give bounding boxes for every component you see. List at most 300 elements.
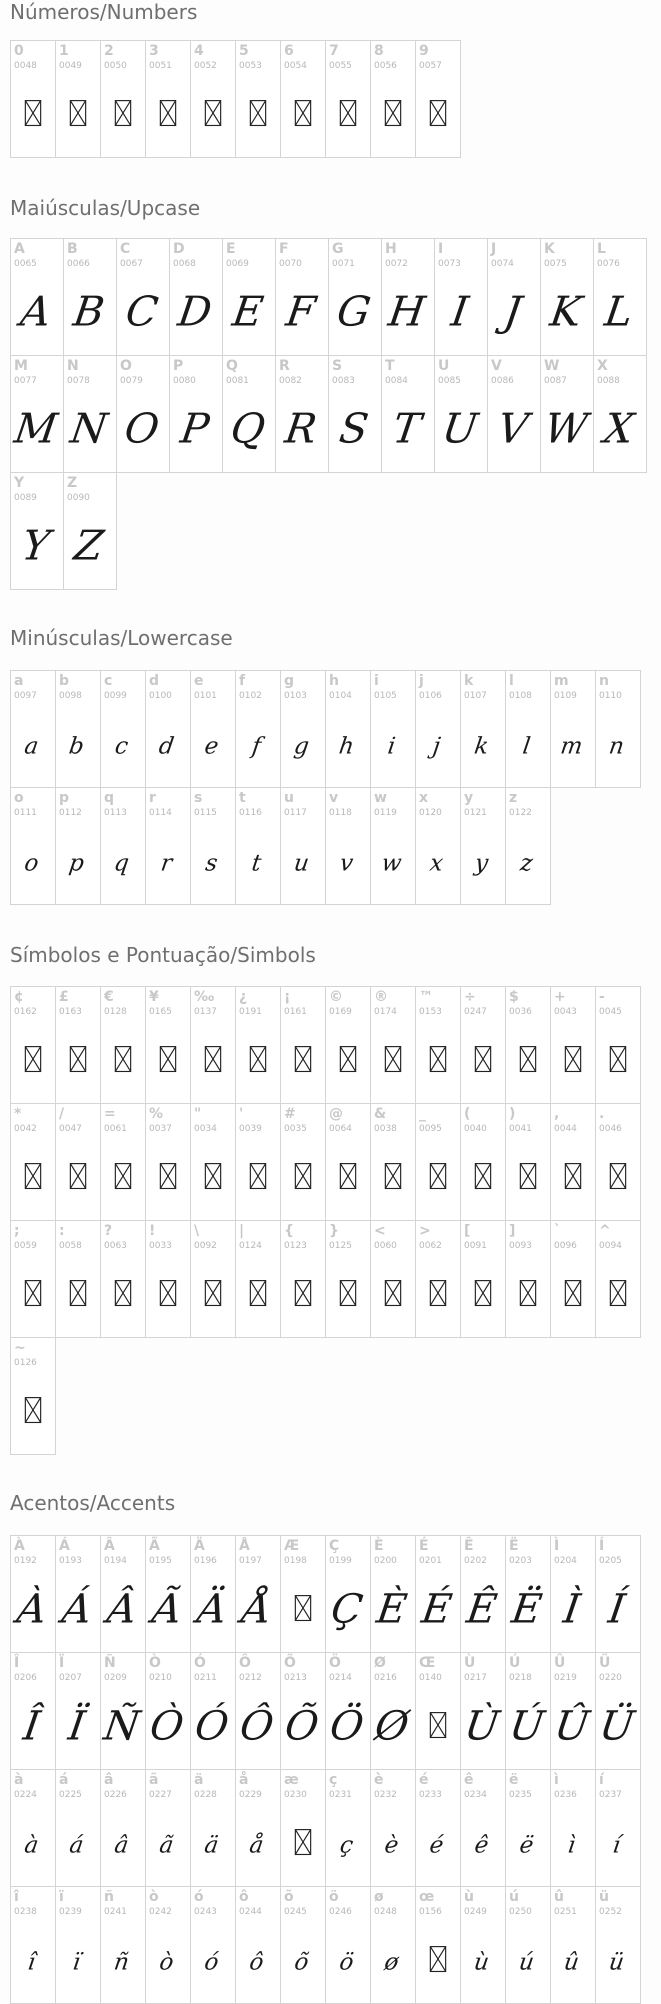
glyph-cell-0193	[55, 1535, 101, 1653]
glyph-code-label: 0105	[374, 691, 397, 701]
svg-text:ô: ô	[247, 1949, 266, 1976]
script-glyph-0118	[326, 818, 370, 904]
glyph-char-label: 7	[329, 43, 339, 59]
glyph-char-label: ¥	[149, 989, 159, 1005]
glyph-char-label: g	[284, 673, 295, 689]
glyph-code-label: 0116	[239, 808, 262, 818]
glyph-code-label: 0097	[14, 691, 37, 701]
glyph-code-label: 0095	[419, 1124, 442, 1134]
glyph-cell-0232	[370, 1769, 416, 1887]
glyph-code-label: 0227	[149, 1790, 172, 1800]
svg-text:L: L	[601, 287, 636, 336]
script-glyph-0106	[416, 701, 460, 787]
glyph-char-label: 5	[239, 43, 249, 59]
glyph-cell-0051	[145, 40, 191, 158]
glyph-cell-0070	[275, 238, 329, 356]
script-glyph-0101	[191, 701, 235, 787]
glyph-code-label: 0048	[14, 61, 37, 71]
glyph-code-label: 0102	[239, 691, 262, 701]
glyph-char-label: z	[509, 790, 518, 806]
svg-text:l: l	[521, 733, 532, 760]
missing-glyph-icon	[596, 1017, 640, 1103]
glyph-code-label: 0201	[419, 1556, 442, 1566]
script-glyph-0232	[371, 1800, 415, 1886]
glyph-char-label: R	[279, 358, 290, 374]
glyph-cell-0053	[235, 40, 281, 158]
glyph-code-label: 0124	[239, 1241, 262, 1251]
glyph-cell-0063	[100, 1220, 146, 1338]
svg-text:Ó: Ó	[192, 1702, 232, 1750]
glyph-code-label: 0082	[279, 376, 302, 386]
glyph-char-label: Ó	[194, 1655, 206, 1671]
glyph-code-label: 0058	[59, 1241, 82, 1251]
missing-glyph-icon	[146, 1134, 190, 1220]
missing-glyph-icon	[11, 1251, 55, 1337]
svg-text:T: T	[389, 404, 424, 453]
glyph-cell-0105	[370, 670, 416, 788]
glyph-cell-0054	[280, 40, 326, 158]
glyph-code-label: 0209	[104, 1673, 127, 1683]
glyph-char-label: 6	[284, 43, 294, 59]
svg-text:Á: Á	[59, 1585, 95, 1633]
svg-text:è: è	[382, 1832, 401, 1859]
glyph-cell-0227	[145, 1769, 191, 1887]
glyph-code-label: 0085	[438, 376, 461, 386]
missing-glyph-icon	[281, 1017, 325, 1103]
missing-glyph-icon	[281, 71, 325, 157]
glyph-cell-0117	[280, 787, 326, 905]
glyph-cell-0234	[460, 1769, 506, 1887]
glyph-char-label: Ñ	[104, 1655, 116, 1671]
missing-glyph-icon	[551, 1134, 595, 1220]
missing-glyph-icon	[596, 1134, 640, 1220]
glyph-cell-0213	[280, 1652, 326, 1770]
glyph-code-label: 0086	[491, 376, 514, 386]
glyph-char-label: (	[464, 1106, 471, 1122]
glyph-cell-0209	[100, 1652, 146, 1770]
glyph-code-label: 0162	[14, 1007, 37, 1017]
glyph-char-label: b	[59, 673, 70, 689]
script-glyph-0114	[146, 818, 190, 904]
glyph-cell-0088	[593, 355, 647, 473]
svg-text:Å: Å	[239, 1585, 275, 1633]
glyph-code-label: 0053	[239, 61, 262, 71]
script-glyph-0103	[281, 701, 325, 787]
svg-text:ê: ê	[472, 1832, 491, 1859]
glyph-char-label: @	[329, 1106, 343, 1122]
missing-glyph-icon	[236, 1134, 280, 1220]
glyph-code-label: 0068	[173, 259, 196, 269]
glyph-cell-0203	[505, 1535, 551, 1653]
missing-glyph-icon	[191, 71, 235, 157]
script-glyph-0109	[551, 701, 595, 787]
glyph-char-label: k	[464, 673, 474, 689]
glyph-code-label: 0075	[544, 259, 567, 269]
glyph-char-label: ô	[239, 1889, 249, 1905]
glyph-char-label: F	[279, 241, 289, 257]
glyph-code-label: 0219	[554, 1673, 577, 1683]
missing-glyph-icon	[416, 1917, 460, 2003]
glyph-cell-0064	[325, 1103, 371, 1221]
script-glyph-0204	[551, 1566, 595, 1652]
glyph-cell-0046	[595, 1103, 641, 1221]
script-glyph-0067	[117, 269, 169, 355]
glyph-char-label: Ì	[554, 1538, 560, 1554]
glyph-code-label: 0033	[149, 1241, 172, 1251]
missing-glyph-icon	[281, 1251, 325, 1337]
script-glyph-0110	[596, 701, 640, 787]
svg-text:à: à	[22, 1832, 41, 1859]
glyph-cell-0076	[593, 238, 647, 356]
svg-text:b: b	[67, 733, 86, 760]
glyph-code-label: 0206	[14, 1673, 37, 1683]
script-glyph-0083	[329, 386, 381, 472]
glyph-char-label: 4	[194, 43, 204, 59]
glyph-cell-0092	[190, 1220, 236, 1338]
missing-glyph-icon	[146, 71, 190, 157]
glyph-code-label: 0096	[554, 1241, 577, 1251]
glyph-char-label: G	[332, 241, 344, 257]
glyph-cell-0219	[550, 1652, 596, 1770]
glyph-code-label: 0247	[464, 1007, 487, 1017]
glyph-char-label: ¿	[239, 989, 248, 1005]
svg-text:Ï: Ï	[65, 1702, 89, 1750]
svg-text:V: V	[494, 404, 532, 453]
glyph-cell-0165	[145, 986, 191, 1104]
script-glyph-0087	[541, 386, 593, 472]
glyph-char-label: a	[14, 673, 24, 689]
glyph-code-label: 0119	[374, 808, 397, 818]
script-glyph-0245	[281, 1917, 325, 2003]
glyph-char-label: y	[464, 790, 474, 806]
glyph-code-label: 0236	[554, 1790, 577, 1800]
glyph-code-label: 0191	[239, 1007, 262, 1017]
section-title-maiusculas-upcase: Maiúsculas/Upcase	[10, 196, 201, 220]
script-glyph-0193	[56, 1566, 100, 1652]
glyph-char-label: È	[374, 1538, 384, 1554]
svg-text:C: C	[122, 287, 161, 336]
script-glyph-0065	[11, 269, 63, 355]
glyph-cell-0124	[235, 1220, 281, 1338]
glyph-char-label: m	[554, 673, 569, 689]
svg-text:t: t	[250, 850, 263, 877]
glyph-cell-0120	[415, 787, 461, 905]
glyph-code-label: 0061	[104, 1124, 127, 1134]
glyph-code-label: 0169	[329, 1007, 352, 1017]
glyph-char-label: ì	[554, 1772, 559, 1788]
glyph-cell-0217	[460, 1652, 506, 1770]
glyph-cell-0071	[328, 238, 382, 356]
glyph-cell-0085	[434, 355, 488, 473]
script-glyph-0216	[371, 1683, 415, 1769]
script-glyph-0196	[191, 1566, 235, 1652]
glyph-code-label: 0112	[59, 808, 82, 818]
glyph-char-label: [	[464, 1223, 471, 1239]
script-glyph-0242	[146, 1917, 190, 2003]
glyph-code-label: 0047	[59, 1124, 82, 1134]
svg-text:Í: Í	[605, 1585, 629, 1633]
glyph-char-label: N	[67, 358, 79, 374]
svg-text:D: D	[175, 287, 215, 336]
glyph-code-label: 0200	[374, 1556, 397, 1566]
glyph-code-label: 0224	[14, 1790, 37, 1800]
svg-text:Ò: Ò	[147, 1702, 187, 1750]
glyph-char-label: r	[149, 790, 156, 806]
svg-text:ã: ã	[157, 1832, 176, 1859]
script-glyph-0117	[281, 818, 325, 904]
script-glyph-0205	[596, 1566, 640, 1652]
svg-text:N: N	[67, 404, 111, 453]
glyph-cell-0058	[55, 1220, 101, 1338]
glyph-code-label: 0110	[599, 691, 622, 701]
glyph-cell-0241	[100, 1886, 146, 2004]
glyph-char-label: _	[419, 1106, 426, 1122]
script-glyph-0201	[416, 1566, 460, 1652]
missing-glyph-icon	[326, 1017, 370, 1103]
missing-glyph-icon	[11, 1017, 55, 1103]
glyph-code-label: 0231	[329, 1790, 352, 1800]
svg-text:Ö: Ö	[327, 1702, 367, 1750]
script-glyph-0081	[223, 386, 275, 472]
glyph-char-label: u	[284, 790, 294, 806]
glyph-code-label: 0101	[194, 691, 217, 701]
glyph-cell-0037	[145, 1103, 191, 1221]
glyph-code-label: 0063	[104, 1241, 127, 1251]
glyph-cell-0236	[550, 1769, 596, 1887]
missing-glyph-icon	[371, 1251, 415, 1337]
glyph-char-label: 9	[419, 43, 429, 59]
glyph-cell-0216	[370, 1652, 416, 1770]
script-glyph-0217	[461, 1683, 505, 1769]
glyph-char-label: ø	[374, 1889, 384, 1905]
svg-text:õ: õ	[292, 1949, 311, 1976]
script-glyph-0213	[281, 1683, 325, 1769]
glyph-code-label: 0252	[599, 1907, 622, 1917]
glyph-cell-0103	[280, 670, 326, 788]
glyph-char-label: Œ	[419, 1655, 436, 1671]
glyph-code-label: 0093	[509, 1241, 532, 1251]
glyph-cell-0237	[595, 1769, 641, 1887]
glyph-char-label: 3	[149, 43, 159, 59]
glyph-cell-0252	[595, 1886, 641, 2004]
glyph-code-label: 0067	[120, 259, 143, 269]
svg-text:P: P	[177, 404, 213, 453]
script-glyph-0237	[596, 1800, 640, 1886]
glyph-char-label: p	[59, 790, 70, 806]
glyph-cell-0044	[550, 1103, 596, 1221]
glyph-cell-0036	[505, 986, 551, 1104]
glyph-char-label: Ú	[509, 1655, 521, 1671]
svg-text:I: I	[448, 287, 472, 336]
script-glyph-0231	[326, 1800, 370, 1886]
glyph-char-label: #	[284, 1106, 296, 1122]
svg-text:u: u	[292, 850, 311, 877]
script-glyph-0086	[488, 386, 540, 472]
glyph-cell-0198	[280, 1535, 326, 1653]
glyph-cell-0093	[505, 1220, 551, 1338]
glyph-code-label: 0232	[374, 1790, 397, 1800]
glyph-cell-0206	[10, 1652, 56, 1770]
glyph-code-label: 0203	[509, 1556, 532, 1566]
svg-text:ù: ù	[472, 1949, 491, 1976]
glyph-char-label: -	[599, 989, 605, 1005]
glyph-code-label: 0228	[194, 1790, 217, 1800]
section-title-numeros-numbers: Números/Numbers	[10, 0, 198, 24]
missing-glyph-icon	[371, 1017, 415, 1103]
script-glyph-0211	[191, 1683, 235, 1769]
glyph-char-label: B	[67, 241, 78, 257]
glyph-char-label: Õ	[284, 1655, 296, 1671]
glyph-code-label: 0230	[284, 1790, 307, 1800]
glyph-grid-acentos-accents	[10, 1535, 641, 2003]
missing-glyph-icon	[56, 1134, 100, 1220]
script-glyph-0252	[596, 1917, 640, 2003]
glyph-code-label: 0092	[194, 1241, 217, 1251]
svg-text:g: g	[292, 733, 311, 760]
glyph-code-label: 0088	[597, 376, 620, 386]
glyph-cell-0056	[370, 40, 416, 158]
glyph-code-label: 0204	[554, 1556, 577, 1566]
glyph-code-label: 0041	[509, 1124, 532, 1134]
glyph-cell-0077	[10, 355, 64, 473]
glyph-char-label: l	[509, 673, 514, 689]
script-glyph-0226	[101, 1800, 145, 1886]
glyph-cell-0057	[415, 40, 461, 158]
glyph-cell-0107	[460, 670, 506, 788]
glyph-code-label: 0194	[104, 1556, 127, 1566]
glyph-cell-0048	[10, 40, 56, 158]
svg-text:Ë: Ë	[508, 1585, 545, 1633]
glyph-char-label: C	[120, 241, 131, 257]
glyph-cell-0116	[235, 787, 281, 905]
glyph-code-label: 0137	[194, 1007, 217, 1017]
script-glyph-0098	[56, 701, 100, 787]
glyph-cell-0083	[328, 355, 382, 473]
svg-text:ò: ò	[157, 1949, 176, 1976]
glyph-code-label: 0241	[104, 1907, 127, 1917]
glyph-code-label: 0115	[194, 808, 217, 818]
script-glyph-0079	[117, 386, 169, 472]
glyph-cell-0163	[55, 986, 101, 1104]
missing-glyph-icon	[56, 1017, 100, 1103]
glyph-cell-0225	[55, 1769, 101, 1887]
glyph-cell-0095	[415, 1103, 461, 1221]
svg-text:Ú: Ú	[506, 1702, 548, 1750]
glyph-char-label: E	[226, 241, 236, 257]
glyph-char-label: á	[59, 1772, 69, 1788]
glyph-cell-0174	[370, 986, 416, 1104]
glyph-cell-0238	[10, 1886, 56, 2004]
glyph-code-label: 0114	[149, 808, 172, 818]
glyph-code-label: 0070	[279, 259, 302, 269]
glyph-code-label: 0094	[599, 1241, 622, 1251]
glyph-cell-0220	[595, 1652, 641, 1770]
script-glyph-0115	[191, 818, 235, 904]
glyph-cell-0084	[381, 355, 435, 473]
glyph-cell-0162	[10, 986, 56, 1104]
glyph-code-label: 0174	[374, 1007, 397, 1017]
glyph-char-label: .	[599, 1106, 605, 1122]
glyph-code-label: 0197	[239, 1556, 262, 1566]
glyph-char-label: Ë	[509, 1538, 519, 1554]
missing-glyph-icon	[191, 1134, 235, 1220]
glyph-code-label: 0243	[194, 1907, 217, 1917]
glyph-char-label: õ	[284, 1889, 294, 1905]
glyph-char-label: D	[173, 241, 185, 257]
missing-glyph-icon	[281, 1800, 325, 1886]
script-glyph-0210	[146, 1683, 190, 1769]
script-glyph-0197	[236, 1566, 280, 1652]
svg-text:U: U	[439, 404, 481, 453]
glyph-char-label: £	[59, 989, 69, 1005]
script-glyph-0089	[11, 503, 63, 589]
glyph-code-label: 0123	[284, 1241, 307, 1251]
svg-text:R: R	[282, 404, 320, 453]
svg-text:î: î	[26, 1949, 37, 1976]
glyph-char-label: å	[239, 1772, 249, 1788]
glyph-char-label: *	[14, 1106, 22, 1122]
glyph-char-label: Â	[104, 1538, 115, 1554]
glyph-char-label: ç	[329, 1772, 338, 1788]
glyph-code-label: 0062	[419, 1241, 442, 1251]
glyph-code-label: 0065	[14, 259, 37, 269]
glyph-char-label: û	[554, 1889, 564, 1905]
glyph-cell-0197	[235, 1535, 281, 1653]
script-glyph-0250	[506, 1917, 550, 2003]
glyph-code-label: 0051	[149, 61, 172, 71]
missing-glyph-icon	[191, 1017, 235, 1103]
missing-glyph-icon	[461, 1251, 505, 1337]
glyph-char-label: í	[599, 1772, 604, 1788]
script-glyph-0122	[506, 818, 550, 904]
glyph-char-label: h	[329, 673, 339, 689]
missing-glyph-icon	[326, 1251, 370, 1337]
glyph-char-label: M	[14, 358, 28, 374]
glyph-cell-0153	[415, 986, 461, 1104]
glyph-cell-0119	[370, 787, 416, 905]
svg-text:ì: ì	[566, 1832, 577, 1859]
glyph-char-label: ;	[14, 1223, 20, 1239]
glyph-code-label: 0099	[104, 691, 127, 701]
svg-text:Z: Z	[71, 521, 107, 570]
svg-text:r: r	[159, 850, 174, 877]
glyph-char-label: "	[194, 1106, 202, 1122]
glyph-char-label: X	[597, 358, 608, 374]
glyph-char-label: P	[173, 358, 184, 374]
script-glyph-0069	[223, 269, 275, 355]
glyph-code-label: 0205	[599, 1556, 622, 1566]
script-glyph-0234	[461, 1800, 505, 1886]
missing-glyph-icon	[326, 71, 370, 157]
glyph-code-label: 0234	[464, 1790, 487, 1800]
glyph-char-label: î	[14, 1889, 19, 1905]
script-glyph-0229	[236, 1800, 280, 1886]
svg-text:À: À	[14, 1585, 50, 1633]
svg-text:c: c	[113, 733, 130, 760]
glyph-cell-0245	[280, 1886, 326, 2004]
script-glyph-0228	[191, 1800, 235, 1886]
script-glyph-0206	[11, 1683, 55, 1769]
glyph-char-label: Ä	[194, 1538, 205, 1554]
svg-text:Ì: Ì	[560, 1585, 584, 1633]
glyph-char-label: $	[509, 989, 519, 1005]
script-glyph-0097	[11, 701, 55, 787]
svg-text:q: q	[112, 850, 131, 877]
glyph-char-label: |	[239, 1223, 245, 1239]
svg-text:Ñ: Ñ	[101, 1702, 143, 1750]
glyph-cell-0233	[415, 1769, 461, 1887]
glyph-cell-0033	[145, 1220, 191, 1338]
